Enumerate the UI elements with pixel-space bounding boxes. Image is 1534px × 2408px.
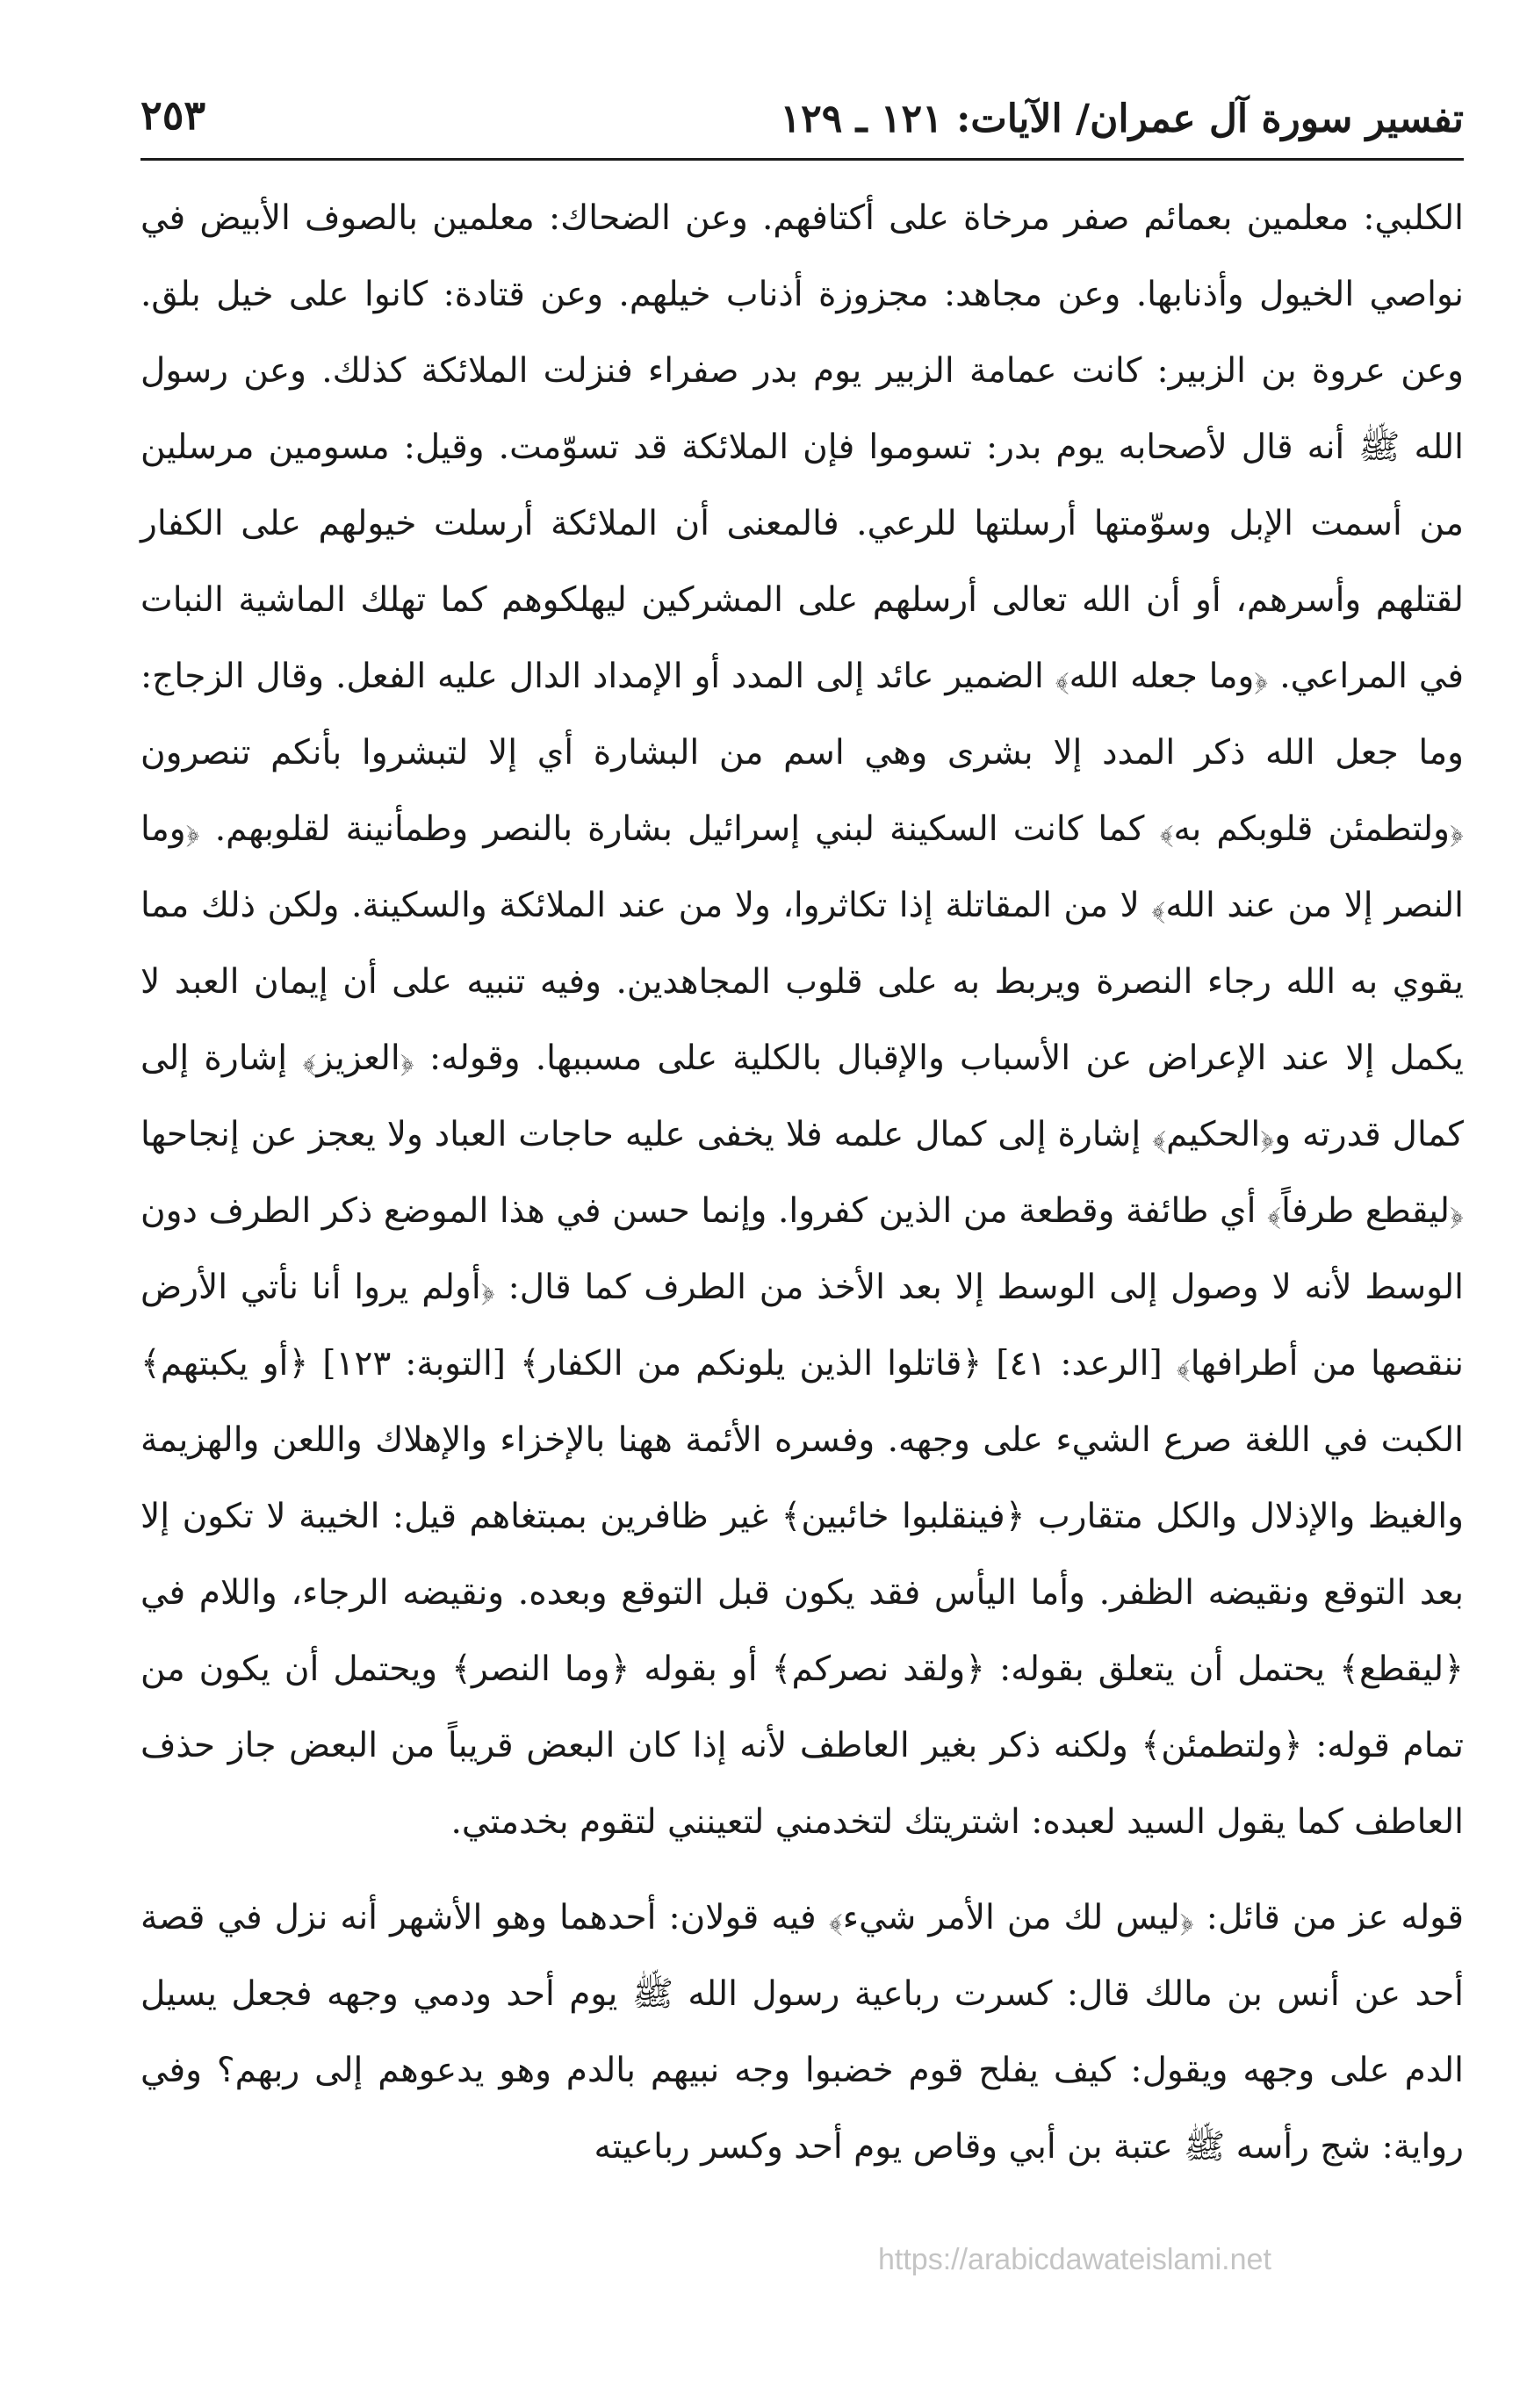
paragraph-1: الكلبي: معلمين بعمائم صفر مرخاة على أكتافهم. وعن الضحاك: معلمين بالصوف الأبيض في نواصي الخيول وأذنابها. وعن مجاهد: مجزوزة أذناب خيلهم. وعن قتادة: كانوا على خيل بلق. وعن عروة بن الزبير: كانت عمامة الزبير يوم بدر صفراء فنزلت الملائكة كذلك. وعن رسول الله ﷺ أنه قال لأصحابه يوم بدر: تسوموا فإن الملائكة قد تسوّمت. وقيل: مسومين مرسلين من أسمت الإبل وسوّمتها أرسلتها للرعي. فالمعنى أن الملائكة أرسلت خيولهم على الكفار لقتلهم وأسرهم، أو أن الله تعالى أرسلهم على المشركين ليهلكوهم كما تهلك الماشية النبات في المراعي. ﴿وما جعله الله﴾ الضمير عائد إلى المدد أو الإمداد الدال عليه الفعل. وقال الزجاج: وما جعل الله ذكر المدد إلا بشرى وهي اسم من البشارة أي إلا لتبشروا بأنكم تنصرون ﴿ولتطمئن قلوبكم به﴾ كما كانت السكينة لبني إسرائيل بشارة بالنصر وطمأنينة لقلوبهم. ﴿وما النصر إلا من عند الله﴾ لا من المقاتلة إذا تكاثروا، ولا من عند الملائكة والسكينة. ولكن ذلك مما يقوي به الله رجاء النصرة ويربط به على قلوب المجاهدين. وفيه تنبيه على أن إيمان العبد لا يكمل إلا عند الإعراض عن الأسباب والإقبال بالكلية على مسببها. وقوله: ﴿العزيز﴾ إشارة إلى كمال قدرته و﴿الحكيم﴾ إشارة إلى كمال علمه فلا يخفى عليه حاجات العباد ولا يعجز عن إنجاحها ﴿ليقطع طرفاً﴾ أي طائفة وقطعة من الذين كفروا. وإنما حسن في هذا الموضع ذكر الطرف دون الوسط لأنه لا وصول إلى الوسط إلا بعد الأخذ من الطرف كما قال: ﴿أولم يروا أنا نأتي الأرض ننقصها من أطرافها﴾ [الرعد: ٤١] ﴿قاتلوا الذين يلونكم من الكفار﴾ [التوبة: ١٢٣] ﴿أو يكبتهم﴾ الكبت في اللغة صرع الشيء على وجهه. وفسره الأئمة ههنا بالإخزاء والإهلاك واللعن والهزيمة والغيظ والإذلال والكل متقارب ﴿فينقلبوا خائبين﴾ غير ظافرين بمبتغاهم قيل: الخيبة لا تكون إلا بعد التوقع ونقيضه الظفر. وأما اليأس فقد يكون قبل التوقع وبعده. ونقيضه الرجاء، واللام في ﴿ليقطع﴾ يحتمل أن يتعلق بقوله: ﴿ولقد نصركم﴾ أو بقوله ﴿وما النصر﴾ ويحتمل أن يكون من تمام قوله: ﴿ولتطمئن﴾ ولكنه ذكر بغير العاطف لأنه إذا كان البعض قريباً من البعض جاز حذف العاطف كما يقول السيد لعبده: اشتريتك لتخدمني لتعينني لتقوم بخدمتي. — [140, 198, 1465, 1842]
running-header — [140, 88, 1464, 158]
page-number: ٢٥٣ — [140, 91, 206, 139]
watermark-url: https://arabicdawateislami.net — [878, 2243, 1271, 2276]
paragraph-2: قوله عز من قائل: ﴿ليس لك من الأمر شيء﴾ فيه قولان: أحدهما وهو الأشهر أنه نزل في قصة أحد عن أنس بن مالك قال: كسرت رباعية رسول الله ﷺ يوم أحد ودمي وجهه فجعل يسيل الدم على وجهه ويقول: كيف يفلح قوم خضبوا وجه نبيهم بالدم وهو يدعوهم إلى ربهم؟ وفي رواية: شج رأسه ﷺ عتبة بن أبي وقاص يوم أحد وكسر رباعيته — [140, 1898, 1464, 2167]
header-rule — [140, 158, 1464, 161]
body-text — [140, 180, 1464, 2185]
running-title: تفسير سورة آل عمران/ الآيات: ١٢١ ـ ١٢٩ — [780, 97, 1464, 141]
